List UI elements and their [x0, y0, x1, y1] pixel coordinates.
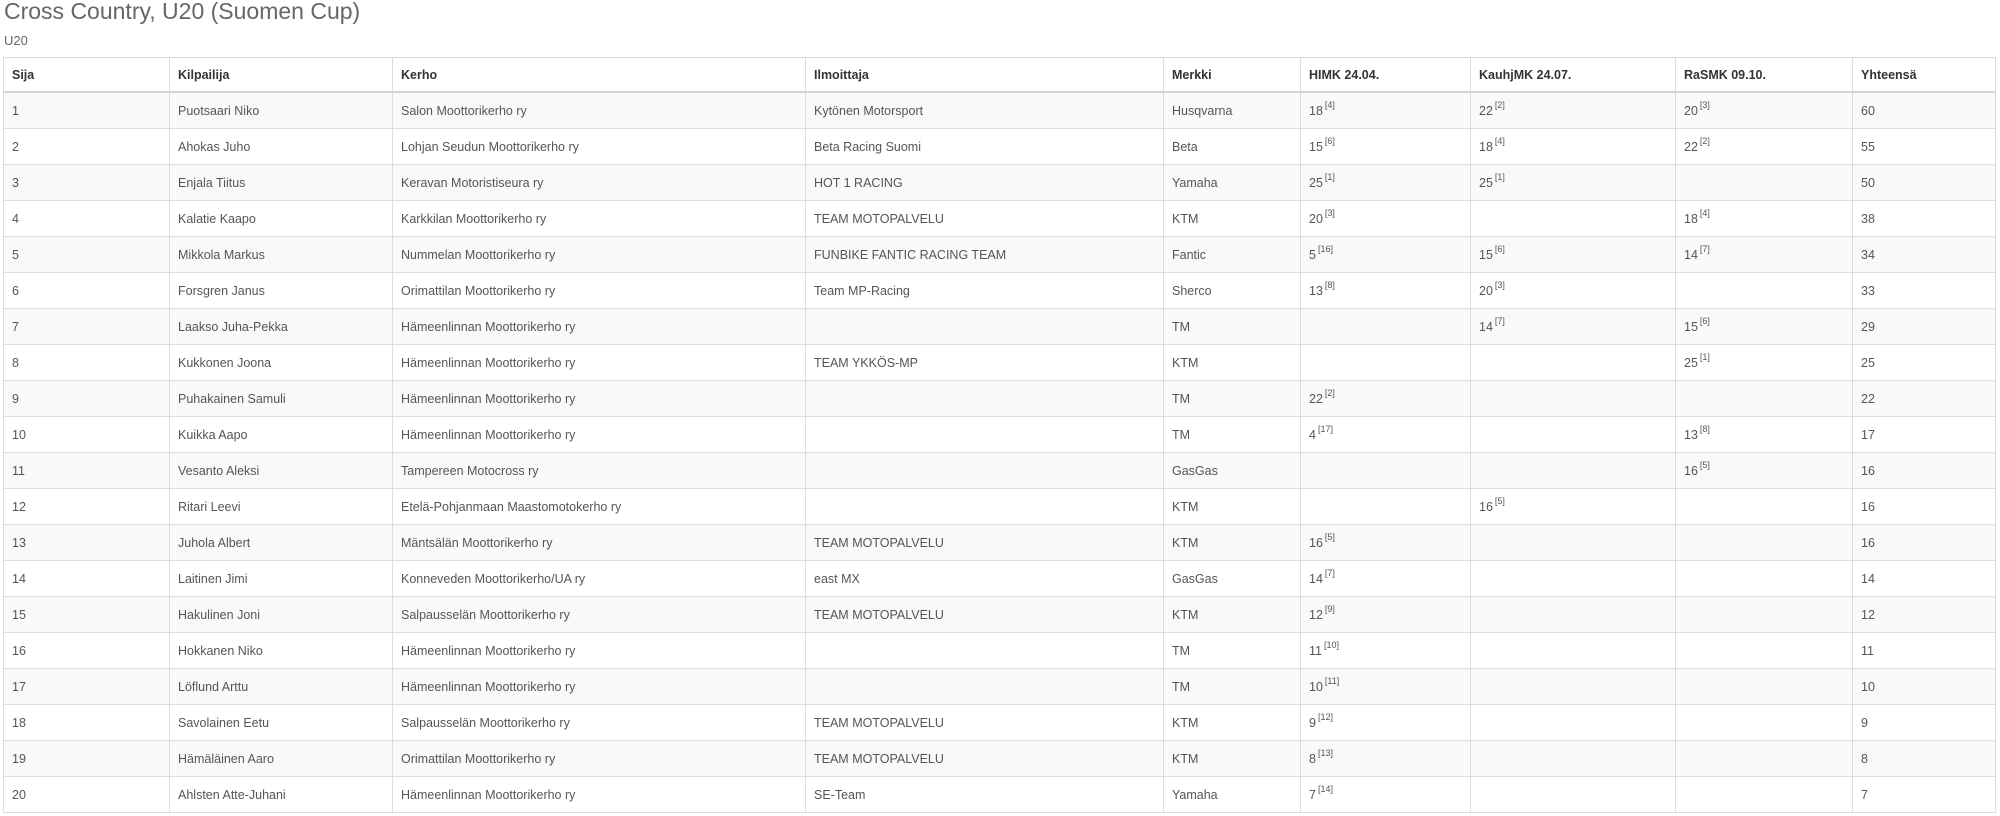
total-points-cell: 34 — [1853, 237, 1996, 273]
kauhjmk-points-cell — [1471, 129, 1676, 165]
table-row — [4, 597, 1996, 633]
total-points-cell: 7 — [1853, 777, 1996, 813]
column-header-himk[interactable]: HIMK 24.04. — [1301, 58, 1471, 93]
total-points-cell: 29 — [1853, 309, 1996, 345]
event-points: 20 — [1684, 103, 1698, 118]
brand-cell: GasGas — [1164, 453, 1301, 489]
event-position: [4] — [1699, 207, 1710, 218]
table-row — [4, 453, 1996, 489]
table-row — [4, 309, 1996, 345]
rasmk-points-cell — [1676, 345, 1853, 381]
himk-points-cell — [1301, 417, 1471, 453]
total-points-cell: 16 — [1853, 489, 1996, 525]
event-position: [17] — [1317, 423, 1333, 434]
event-points: 13 — [1309, 283, 1323, 298]
brand-cell: TM — [1164, 669, 1301, 705]
rider-name-cell: Enjala Tiitus — [170, 165, 393, 201]
column-header-rasmk[interactable]: RaSMK 09.10. — [1676, 58, 1853, 93]
rasmk-points-cell — [1676, 489, 1853, 525]
brand-cell: KTM — [1164, 597, 1301, 633]
table-row — [4, 345, 1996, 381]
rider-name-cell: Savolainen Eetu — [170, 705, 393, 741]
brand-cell: KTM — [1164, 705, 1301, 741]
himk-points-cell — [1301, 669, 1471, 705]
brand-cell: KTM — [1164, 525, 1301, 561]
column-header-sija[interactable]: Sija — [4, 58, 170, 93]
event-position: [3] — [1494, 279, 1505, 290]
himk-points-cell — [1301, 165, 1471, 201]
brand-cell: KTM — [1164, 345, 1301, 381]
kauhjmk-points-cell — [1471, 525, 1676, 561]
brand-cell: KTM — [1164, 489, 1301, 525]
rider-name-cell: Hokkanen Niko — [170, 633, 393, 669]
entrant-cell — [806, 489, 1164, 525]
entrant-cell: east MX — [806, 561, 1164, 597]
club-cell: Lohjan Seudun Moottorikerho ry — [393, 129, 806, 165]
kauhjmk-points-cell — [1471, 237, 1676, 273]
table-row — [4, 201, 1996, 237]
rank-cell: 14 — [4, 561, 170, 597]
entrant-cell: Team MP-Racing — [806, 273, 1164, 309]
event-points: 4 — [1309, 427, 1316, 442]
column-header-kauhjmk[interactable]: KauhjMK 24.07. — [1471, 58, 1676, 93]
event-position: [1] — [1324, 171, 1335, 182]
entrant-cell: Beta Racing Suomi — [806, 129, 1164, 165]
rasmk-points-cell — [1676, 381, 1853, 417]
himk-points-cell — [1301, 525, 1471, 561]
rider-name-cell: Kuikka Aapo — [170, 417, 393, 453]
entrant-cell — [806, 309, 1164, 345]
table-row — [4, 129, 1996, 165]
table-row — [4, 525, 1996, 561]
table-row — [4, 705, 1996, 741]
himk-points-cell — [1301, 201, 1471, 237]
brand-cell: Yamaha — [1164, 777, 1301, 813]
column-header-kerho[interactable]: Kerho — [393, 58, 806, 93]
rider-name-cell: Puotsaari Niko — [170, 92, 393, 129]
event-points: 7 — [1309, 787, 1316, 802]
entrant-cell: Kytönen Motorsport — [806, 92, 1164, 129]
kauhjmk-points-cell — [1471, 597, 1676, 633]
total-points-cell: 17 — [1853, 417, 1996, 453]
event-points: 25 — [1684, 355, 1698, 370]
rider-name-cell: Ahokas Juho — [170, 129, 393, 165]
rider-name-cell: Löflund Arttu — [170, 669, 393, 705]
kauhjmk-points-cell — [1471, 201, 1676, 237]
results-body — [4, 92, 1996, 813]
club-cell: Konneveden Moottorikerho/UA ry — [393, 561, 806, 597]
club-cell: Hämeenlinnan Moottorikerho ry — [393, 417, 806, 453]
table-row — [4, 165, 1996, 201]
kauhjmk-points-cell — [1471, 273, 1676, 309]
rank-cell: 20 — [4, 777, 170, 813]
himk-points-cell — [1301, 777, 1471, 813]
entrant-cell: TEAM MOTOPALVELU — [806, 705, 1164, 741]
rider-name-cell: Puhakainen Samuli — [170, 381, 393, 417]
kauhjmk-points-cell — [1471, 309, 1676, 345]
event-position: [16] — [1317, 243, 1333, 254]
rasmk-points-cell — [1676, 129, 1853, 165]
brand-cell: Sherco — [1164, 273, 1301, 309]
brand-cell: KTM — [1164, 201, 1301, 237]
rank-cell: 7 — [4, 309, 170, 345]
entrant-cell: SE-Team — [806, 777, 1164, 813]
rasmk-points-cell — [1676, 741, 1853, 777]
himk-points-cell — [1301, 741, 1471, 777]
event-position: [10] — [1323, 639, 1339, 650]
entrant-cell — [806, 381, 1164, 417]
rank-cell: 1 — [4, 92, 170, 129]
kauhjmk-points-cell — [1471, 633, 1676, 669]
rank-cell: 5 — [4, 237, 170, 273]
entrant-cell: FUNBIKE FANTIC RACING TEAM — [806, 237, 1164, 273]
kauhjmk-points-cell — [1471, 453, 1676, 489]
rider-name-cell: Laakso Juha-Pekka — [170, 309, 393, 345]
rank-cell: 13 — [4, 525, 170, 561]
rasmk-points-cell — [1676, 777, 1853, 813]
total-points-cell: 9 — [1853, 705, 1996, 741]
event-points: 15 — [1684, 319, 1698, 334]
event-points: 16 — [1309, 535, 1323, 550]
himk-points-cell — [1301, 453, 1471, 489]
rank-cell: 4 — [4, 201, 170, 237]
table-row — [4, 561, 1996, 597]
event-position: [8] — [1699, 423, 1710, 434]
rank-cell: 11 — [4, 453, 170, 489]
rank-cell: 9 — [4, 381, 170, 417]
himk-points-cell — [1301, 309, 1471, 345]
club-cell: Hämeenlinnan Moottorikerho ry — [393, 309, 806, 345]
club-cell: Orimattilan Moottorikerho ry — [393, 273, 806, 309]
rasmk-points-cell — [1676, 273, 1853, 309]
kauhjmk-points-cell — [1471, 381, 1676, 417]
event-points: 15 — [1309, 139, 1323, 154]
rasmk-points-cell — [1676, 309, 1853, 345]
class-subtitle: U20 — [4, 33, 28, 48]
event-points: 9 — [1309, 715, 1316, 730]
table-row — [4, 489, 1996, 525]
rasmk-points-cell — [1676, 525, 1853, 561]
club-cell: Hämeenlinnan Moottorikerho ry — [393, 669, 806, 705]
page-title: Cross Country, U20 (Suomen Cup) — [4, 0, 361, 24]
table-row — [4, 633, 1996, 669]
event-position: [4] — [1494, 135, 1505, 146]
event-points: 20 — [1309, 211, 1323, 226]
himk-points-cell — [1301, 92, 1471, 129]
entrant-cell: TEAM MOTOPALVELU — [806, 597, 1164, 633]
himk-points-cell — [1301, 237, 1471, 273]
event-points: 25 — [1309, 175, 1323, 190]
rider-name-cell: Hakulinen Joni — [170, 597, 393, 633]
brand-cell: Yamaha — [1164, 165, 1301, 201]
club-cell: Orimattilan Moottorikerho ry — [393, 741, 806, 777]
rank-cell: 6 — [4, 273, 170, 309]
event-position: [4] — [1324, 99, 1335, 110]
event-position: [6] — [1324, 135, 1335, 146]
event-position: [3] — [1699, 99, 1710, 110]
entrant-cell — [806, 633, 1164, 669]
event-points: 8 — [1309, 751, 1316, 766]
rider-name-cell: Forsgren Janus — [170, 273, 393, 309]
event-points: 25 — [1479, 175, 1493, 190]
event-points: 10 — [1309, 679, 1323, 694]
table-row — [4, 669, 1996, 705]
club-cell: Karkkilan Moottorikerho ry — [393, 201, 806, 237]
rasmk-points-cell — [1676, 92, 1853, 129]
rank-cell: 17 — [4, 669, 170, 705]
event-position: [1] — [1699, 351, 1710, 362]
total-points-cell: 55 — [1853, 129, 1996, 165]
club-cell: Salon Moottorikerho ry — [393, 92, 806, 129]
rank-cell: 12 — [4, 489, 170, 525]
rank-cell: 19 — [4, 741, 170, 777]
event-position: [2] — [1699, 135, 1710, 146]
event-position: [7] — [1699, 243, 1710, 254]
event-points: 16 — [1479, 499, 1493, 514]
event-position: [5] — [1699, 459, 1710, 470]
total-points-cell: 8 — [1853, 741, 1996, 777]
kauhjmk-points-cell — [1471, 417, 1676, 453]
kauhjmk-points-cell — [1471, 705, 1676, 741]
kauhjmk-points-cell — [1471, 669, 1676, 705]
rasmk-points-cell — [1676, 597, 1853, 633]
total-points-cell: 16 — [1853, 453, 1996, 489]
club-cell: Hämeenlinnan Moottorikerho ry — [393, 345, 806, 381]
brand-cell: TM — [1164, 309, 1301, 345]
event-points: 15 — [1479, 247, 1493, 262]
table-row — [4, 417, 1996, 453]
event-points: 14 — [1684, 247, 1698, 262]
event-points: 13 — [1684, 427, 1698, 442]
rasmk-points-cell — [1676, 201, 1853, 237]
event-position: [9] — [1324, 603, 1335, 614]
rank-cell: 3 — [4, 165, 170, 201]
event-points: 14 — [1309, 571, 1323, 586]
event-position: [12] — [1317, 711, 1333, 722]
kauhjmk-points-cell — [1471, 741, 1676, 777]
total-points-cell: 38 — [1853, 201, 1996, 237]
rank-cell: 18 — [4, 705, 170, 741]
event-position: [6] — [1699, 315, 1710, 326]
event-position: [5] — [1494, 495, 1505, 506]
total-points-cell: 50 — [1853, 165, 1996, 201]
himk-points-cell — [1301, 489, 1471, 525]
entrant-cell: TEAM YKKÖS-MP — [806, 345, 1164, 381]
table-row — [4, 777, 1996, 813]
event-position: [6] — [1494, 243, 1505, 254]
brand-cell: TM — [1164, 381, 1301, 417]
rider-name-cell: Ahlsten Atte-Juhani — [170, 777, 393, 813]
rider-name-cell: Kukkonen Joona — [170, 345, 393, 381]
himk-points-cell — [1301, 381, 1471, 417]
total-points-cell: 22 — [1853, 381, 1996, 417]
event-position: [2] — [1324, 387, 1335, 398]
club-cell: Tampereen Motocross ry — [393, 453, 806, 489]
rasmk-points-cell — [1676, 417, 1853, 453]
rider-name-cell: Vesanto Aleksi — [170, 453, 393, 489]
club-cell: Hämeenlinnan Moottorikerho ry — [393, 381, 806, 417]
total-points-cell: 14 — [1853, 561, 1996, 597]
kauhjmk-points-cell — [1471, 489, 1676, 525]
column-header-yhteensa[interactable]: Yhteensä — [1853, 58, 1996, 93]
table-row — [4, 741, 1996, 777]
rasmk-points-cell — [1676, 669, 1853, 705]
himk-points-cell — [1301, 273, 1471, 309]
club-cell: Nummelan Moottorikerho ry — [393, 237, 806, 273]
event-points: 12 — [1309, 607, 1323, 622]
event-position: [8] — [1324, 279, 1335, 290]
brand-cell: TM — [1164, 417, 1301, 453]
rider-name-cell: Hämäläinen Aaro — [170, 741, 393, 777]
kauhjmk-points-cell — [1471, 777, 1676, 813]
rider-name-cell: Juhola Albert — [170, 525, 393, 561]
column-header-merkki[interactable]: Merkki — [1164, 58, 1301, 93]
event-position: [7] — [1324, 567, 1335, 578]
total-points-cell: 10 — [1853, 669, 1996, 705]
himk-points-cell — [1301, 129, 1471, 165]
rank-cell: 2 — [4, 129, 170, 165]
rank-cell: 16 — [4, 633, 170, 669]
event-points: 20 — [1479, 283, 1493, 298]
club-cell: Salpausselän Moottorikerho ry — [393, 705, 806, 741]
kauhjmk-points-cell — [1471, 345, 1676, 381]
total-points-cell: 11 — [1853, 633, 1996, 669]
rider-name-cell: Kalatie Kaapo — [170, 201, 393, 237]
rank-cell: 8 — [4, 345, 170, 381]
event-position: [2] — [1494, 99, 1505, 110]
entrant-cell: TEAM MOTOPALVELU — [806, 741, 1164, 777]
total-points-cell: 12 — [1853, 597, 1996, 633]
rasmk-points-cell — [1676, 453, 1853, 489]
rasmk-points-cell — [1676, 705, 1853, 741]
rank-cell: 15 — [4, 597, 170, 633]
event-position: [13] — [1317, 747, 1333, 758]
event-position: [7] — [1494, 315, 1505, 326]
club-cell: Etelä-Pohjanmaan Maastomotokerho ry — [393, 489, 806, 525]
column-header-ilmoittaja[interactable]: Ilmoittaja — [806, 58, 1164, 93]
himk-points-cell — [1301, 597, 1471, 633]
himk-points-cell — [1301, 561, 1471, 597]
table-row — [4, 92, 1996, 129]
event-points: 22 — [1684, 139, 1698, 154]
brand-cell: TM — [1164, 633, 1301, 669]
rank-cell: 10 — [4, 417, 170, 453]
entrant-cell: HOT 1 RACING — [806, 165, 1164, 201]
rasmk-points-cell — [1676, 633, 1853, 669]
club-cell: Mäntsälän Moottorikerho ry — [393, 525, 806, 561]
event-points: 16 — [1684, 463, 1698, 478]
entrant-cell: TEAM MOTOPALVELU — [806, 525, 1164, 561]
himk-points-cell — [1301, 633, 1471, 669]
himk-points-cell — [1301, 345, 1471, 381]
header-row — [4, 58, 1996, 93]
kauhjmk-points-cell — [1471, 92, 1676, 129]
event-points: 18 — [1684, 211, 1698, 226]
rasmk-points-cell — [1676, 165, 1853, 201]
results-table — [3, 57, 1996, 813]
event-position: [14] — [1317, 783, 1333, 794]
kauhjmk-points-cell — [1471, 561, 1676, 597]
event-points: 11 — [1309, 643, 1322, 658]
event-points: 22 — [1479, 103, 1493, 118]
event-points: 14 — [1479, 319, 1493, 334]
event-points: 22 — [1309, 391, 1323, 406]
club-cell: Keravan Motoristiseura ry — [393, 165, 806, 201]
brand-cell: KTM — [1164, 741, 1301, 777]
total-points-cell: 16 — [1853, 525, 1996, 561]
brand-cell: Fantic — [1164, 237, 1301, 273]
total-points-cell: 25 — [1853, 345, 1996, 381]
entrant-cell — [806, 417, 1164, 453]
table-row — [4, 237, 1996, 273]
event-position: [11] — [1324, 675, 1340, 686]
table-row — [4, 273, 1996, 309]
table-row — [4, 381, 1996, 417]
event-points: 5 — [1309, 247, 1316, 262]
rasmk-points-cell — [1676, 237, 1853, 273]
himk-points-cell — [1301, 705, 1471, 741]
event-position: [5] — [1324, 531, 1335, 542]
club-cell: Salpausselän Moottorikerho ry — [393, 597, 806, 633]
entrant-cell: TEAM MOTOPALVELU — [806, 201, 1164, 237]
brand-cell: GasGas — [1164, 561, 1301, 597]
event-position: [1] — [1494, 171, 1505, 182]
club-cell: Hämeenlinnan Moottorikerho ry — [393, 633, 806, 669]
event-points: 18 — [1479, 139, 1493, 154]
rider-name-cell: Laitinen Jimi — [170, 561, 393, 597]
total-points-cell: 33 — [1853, 273, 1996, 309]
total-points-cell: 60 — [1853, 92, 1996, 129]
brand-cell: Beta — [1164, 129, 1301, 165]
rider-name-cell: Mikkola Markus — [170, 237, 393, 273]
event-position: [3] — [1324, 207, 1335, 218]
brand-cell: Husqvarna — [1164, 92, 1301, 129]
kauhjmk-points-cell — [1471, 165, 1676, 201]
column-header-kilpailija[interactable]: Kilpailija — [170, 58, 393, 93]
rasmk-points-cell — [1676, 561, 1853, 597]
rider-name-cell: Ritari Leevi — [170, 489, 393, 525]
club-cell: Hämeenlinnan Moottorikerho ry — [393, 777, 806, 813]
entrant-cell — [806, 453, 1164, 489]
event-points: 18 — [1309, 103, 1323, 118]
entrant-cell — [806, 669, 1164, 705]
